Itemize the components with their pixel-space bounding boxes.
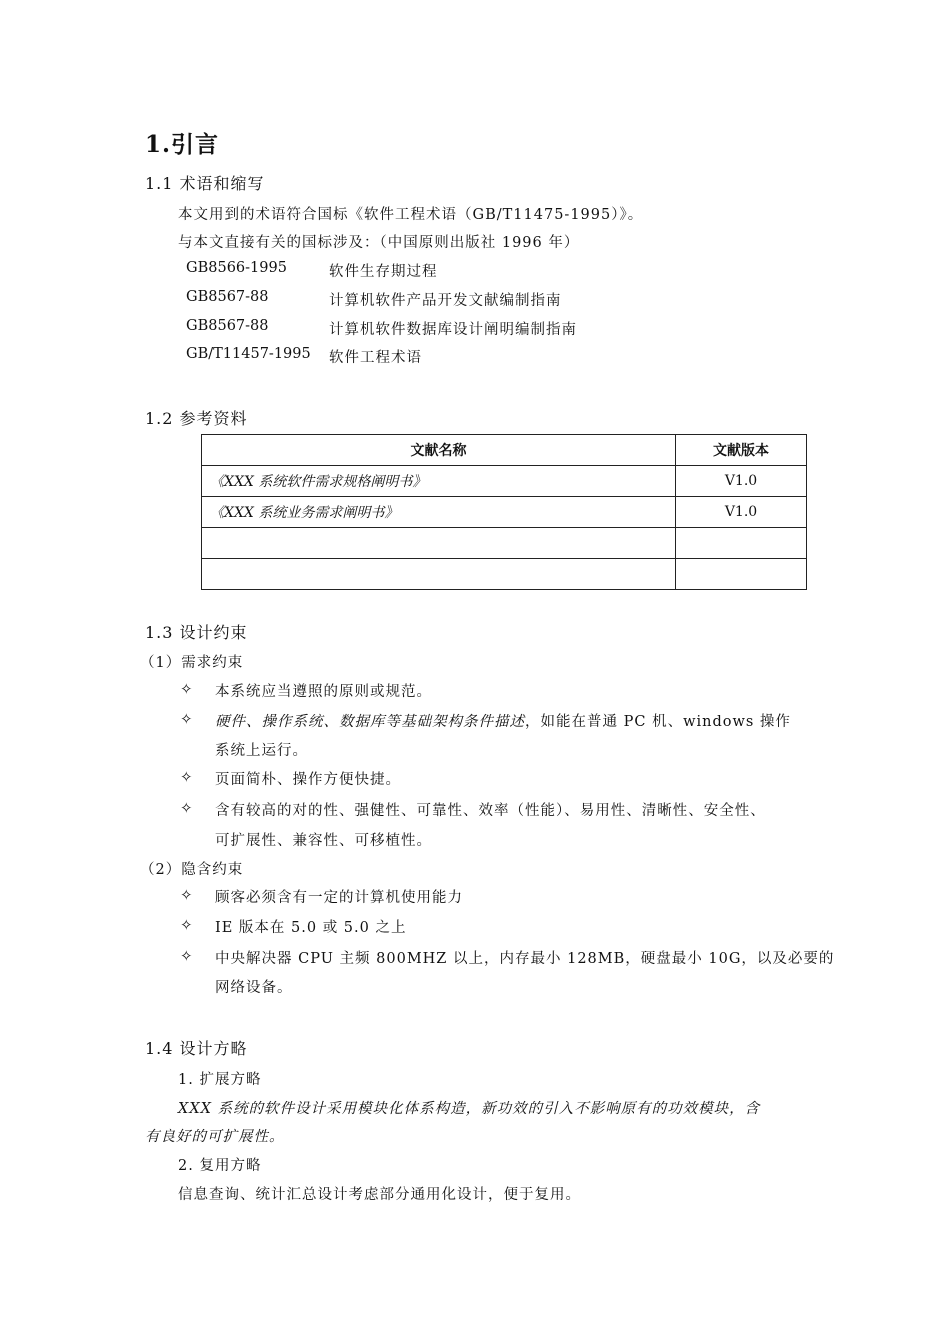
constraint-item — [215, 710, 791, 731]
constraint-item: 本系统应当遵照的原则或规范。 — [215, 684, 432, 700]
standard-code: GB/T11457-1995 — [186, 346, 311, 362]
doc-name-cell — [202, 528, 676, 559]
section-1-3-title: 1.3 设计约束 — [145, 623, 248, 642]
constraint-item: 中央解决器 CPU 主频 800MHZ 以上，内存最小 128MB，硬盘最小 10G，以及必要的 — [215, 951, 835, 967]
constraint-item-continued: 网络设备。 — [215, 980, 293, 996]
column-header-version: 文献版本 — [676, 435, 807, 466]
diamond-bullet-icon: ✧ — [180, 916, 193, 934]
doc-version-cell: V1.0 — [676, 466, 807, 497]
doc-name-cell: 《XXX 系统软件需求规格阐明书》 — [202, 466, 676, 497]
table-row — [202, 466, 807, 497]
constraint-item-italic: 硬件、操作系统、数据库等基础架构条件描述 — [215, 714, 525, 730]
strategy-subheading-1: 1. 扩展方略 — [178, 1072, 262, 1088]
doc-version-cell: V1.0 — [676, 497, 807, 528]
constraint-subheading-2: （2）隐含约束 — [140, 862, 244, 878]
table-row — [202, 497, 807, 528]
standard-code: GB8566-1995 — [186, 260, 287, 276]
constraint-item: 页面简朴、操作方便快捷。 — [215, 772, 401, 788]
section-1-2-title: 1.2 参考资料 — [145, 409, 248, 428]
doc-name-cell: 《XXX 系统业务需求阐明书》 — [202, 497, 676, 528]
table-header-row — [202, 435, 807, 466]
terms-line-2: 与本文直接有关的国标涉及：（中国原则出版社 1996 年） — [178, 235, 580, 251]
constraint-subheading-1: （1）需求约束 — [140, 655, 244, 671]
doc-version-cell — [676, 528, 807, 559]
constraint-item: IE 版本在 5.0 或 5.0 之上 — [215, 920, 407, 936]
diamond-bullet-icon: ✧ — [180, 680, 193, 698]
reference-table — [201, 434, 807, 590]
standard-name: 计算机软件产品开发文献编制指南 — [329, 293, 562, 309]
section-1-4-title: 1.4 设计方略 — [145, 1039, 248, 1058]
standard-name: 软件工程术语 — [329, 350, 422, 366]
table-row — [202, 559, 807, 590]
terms-line-1: 本文用到的术语符合国标《软件工程术语（GB/T11475-1995）》。 — [178, 207, 644, 223]
diamond-bullet-icon: ✧ — [180, 947, 193, 965]
diamond-bullet-icon: ✧ — [180, 710, 193, 728]
constraint-item: 含有较高的对的性、强健性、可靠性、效率（性能）、易用性、清晰性、安全性、 — [215, 803, 766, 819]
column-header-name: 文献名称 — [202, 435, 676, 466]
diamond-bullet-icon: ✧ — [180, 886, 193, 904]
table-row — [202, 528, 807, 559]
constraint-item-rest: ，如能在普通 PC 机、windows 操作 — [525, 714, 791, 730]
strategy-paragraph-1: XXX 系统的软件设计采用模块化体系构造，新功效的引入不影响原有的功效模块，含 — [178, 1101, 761, 1117]
section-heading-1: 1.引言 — [145, 131, 220, 158]
standard-code: GB8567-88 — [186, 289, 269, 305]
standard-code: GB8567-88 — [186, 318, 269, 334]
constraint-item: 顾客必须含有一定的计算机使用能力 — [215, 890, 463, 906]
standard-name: 计算机软件数据库设计阐明编制指南 — [329, 322, 577, 338]
constraint-item-continued: 可扩展性、兼容性、可移植性。 — [215, 833, 432, 849]
strategy-paragraph-1-continued: 有良好的可扩展性。 — [145, 1129, 285, 1145]
section-1-1-title: 1.1 术语和缩写 — [145, 174, 265, 193]
diamond-bullet-icon: ✧ — [180, 799, 193, 817]
doc-version-cell — [676, 559, 807, 590]
standard-name: 软件生存期过程 — [329, 264, 438, 280]
doc-name-cell — [202, 559, 676, 590]
strategy-paragraph-2: 信息查询、统计汇总设计考虑部分通用化设计，便于复用。 — [178, 1187, 581, 1203]
constraint-item-continued: 系统上运行。 — [215, 743, 308, 759]
diamond-bullet-icon: ✧ — [180, 768, 193, 786]
strategy-subheading-2: 2. 复用方略 — [178, 1158, 262, 1174]
